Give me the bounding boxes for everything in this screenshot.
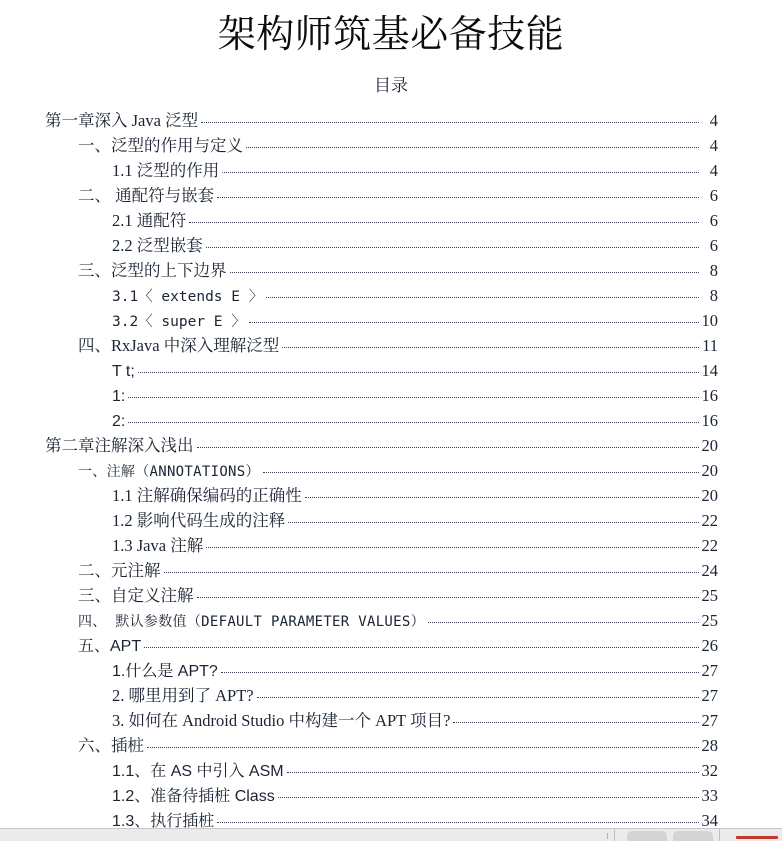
toc-entry-page-number: 10 (701, 311, 718, 330)
toc-entry-label: 三、泛型的上下边界 (78, 261, 227, 280)
toc-entry[interactable] (45, 458, 718, 483)
toc-leader-dots (138, 371, 699, 373)
toc-leader-dots (206, 246, 699, 248)
toc-leader-dots (206, 546, 699, 548)
toc-entry-page-number: 8 (709, 286, 718, 305)
toc-entry[interactable] (45, 358, 718, 383)
toc-leader-dots (217, 821, 699, 823)
toc-entry-page-number: 6 (709, 211, 718, 230)
toc-entry[interactable] (45, 583, 718, 608)
toc-entry-label: 四、RxJava 中深入理解泛型 (78, 336, 280, 355)
toc-leader-dots (217, 196, 699, 198)
toc-entry[interactable] (45, 683, 718, 708)
toc-entry-page-number: 6 (709, 186, 718, 205)
toc-entry[interactable] (45, 758, 718, 783)
toc-entry-label: 1.2、准备待插桩 Class (112, 788, 275, 805)
toc-entry-page-number: 25 (701, 586, 718, 605)
toc-entry-page-number: 6 (709, 236, 718, 255)
toc-entry-page-number: 16 (701, 411, 718, 430)
toc-entry-label: 第一章深入 Java 泛型 (45, 111, 199, 130)
toc-entry[interactable] (45, 633, 718, 658)
toc-entry-label: 3.1〈 extends E 〉 (112, 289, 264, 305)
toc-leader-dots (197, 446, 700, 448)
toc-entry-page-number: 34 (701, 811, 718, 828)
toc-entry-label: 1.1 泛型的作用 (112, 161, 220, 180)
toc-entry-page-number: 16 (701, 386, 718, 405)
toc-entry-label: 1.2 影响代码生成的注释 (112, 511, 286, 530)
toc-entry-label: 3. 如何在 Android Studio 中构建一个 APT 项目? (112, 711, 451, 730)
toc-entry-page-number: 14 (701, 361, 718, 380)
toc-entry[interactable] (45, 533, 718, 558)
toc-entry[interactable] (45, 408, 718, 433)
toc-leader-dots (246, 146, 699, 148)
toc-entry-page-number: 26 (701, 636, 718, 655)
toc-leader-dots (230, 271, 700, 273)
toc-heading: 目录 (374, 76, 408, 95)
toc-entry-page-number: 4 (709, 161, 718, 180)
toc-entry-page-number: 27 (701, 686, 718, 705)
toc-entry-page-number: 25 (701, 611, 718, 630)
toc-leader-dots (147, 746, 699, 748)
toc-entry-label: 1.什么是 APT? (112, 663, 218, 680)
toc-entry-label: T t; (112, 363, 135, 380)
toc-entry[interactable] (45, 258, 718, 283)
toc-entry-page-number: 27 (701, 711, 718, 730)
toc-entry[interactable] (45, 733, 718, 758)
toc-entry-label: 2.2 泛型嵌套 (112, 236, 203, 255)
toc-leader-dots (278, 796, 699, 798)
toc-entry-label: 2: (112, 413, 126, 430)
window-chrome-bar (0, 828, 782, 841)
toc-entry[interactable] (45, 333, 718, 358)
chrome-tab-left[interactable] (627, 831, 667, 841)
toc-leader-dots (249, 321, 699, 323)
toc-entry-label: 1: (112, 388, 126, 405)
toc-entry-page-number: 4 (709, 111, 718, 130)
toc-entry-page-number: 4 (709, 136, 718, 155)
toc-leader-dots (201, 121, 699, 123)
toc-entry[interactable] (45, 308, 718, 333)
toc-entry-label: 1.1、在 AS 中引入 ASM (112, 763, 284, 780)
chrome-accent-bar (736, 836, 778, 839)
chrome-tick-icon (607, 833, 608, 839)
toc-entry-label: 六、插桩 (78, 736, 144, 755)
toc-entry-label: 2.1 通配符 (112, 211, 187, 230)
toc-leader-dots (288, 521, 699, 523)
toc-leader-dots (189, 221, 699, 223)
toc-entry-page-number: 22 (701, 536, 718, 555)
toc-leader-dots (164, 571, 700, 573)
toc-leader-dots (144, 646, 699, 648)
toc-entry[interactable] (45, 658, 718, 683)
toc-entry-label: 第二章注解深入浅出 (45, 436, 194, 455)
toc-leader-dots (221, 671, 699, 673)
toc-entry-page-number: 20 (701, 486, 718, 505)
chrome-divider (719, 829, 720, 841)
toc-entry-page-number: 33 (701, 786, 718, 805)
toc-entry-label: 三、自定义注解 (78, 586, 194, 605)
toc-leader-dots (222, 171, 699, 173)
toc-entry[interactable] (45, 808, 718, 828)
toc-entry-page-number: 32 (701, 761, 718, 780)
toc-entry[interactable] (45, 183, 718, 208)
toc-entry-label: 四、 默认参数值（DEFAULT PARAMETER VALUES） (78, 614, 425, 630)
chrome-divider (614, 829, 615, 841)
toc-entry[interactable] (45, 208, 718, 233)
toc-entry-label: 3.2〈 super E 〉 (112, 314, 246, 330)
toc-leader-dots (305, 496, 699, 498)
toc-entry[interactable] (45, 233, 718, 258)
toc-entry-label: 一、注解（ANNOTATIONS） (78, 464, 260, 480)
toc-entry-label: 二、元注解 (78, 561, 161, 580)
toc-entry-page-number: 20 (701, 436, 718, 455)
toc-entry[interactable] (45, 108, 718, 133)
toc-entry-label: 1.1 注解确保编码的正确性 (112, 486, 302, 505)
toc-entry-label: 2. 哪里用到了 APT? (112, 686, 254, 705)
toc-entry[interactable] (45, 133, 718, 158)
toc-entry[interactable] (45, 508, 718, 533)
chrome-tab-right[interactable] (673, 831, 713, 841)
document-title: 架构师筑基必备技能 (217, 14, 565, 56)
toc-entry-label: 1.3 Java 注解 (112, 536, 204, 555)
toc-leader-dots (453, 721, 699, 723)
toc-leader-dots (263, 471, 699, 473)
toc-leader-dots (428, 621, 699, 623)
toc-leader-dots (128, 421, 699, 423)
table-of-contents (0, 97, 782, 828)
toc-entry-label: 二、 通配符与嵌套 (78, 186, 215, 205)
toc-entry[interactable] (45, 708, 718, 733)
toc-entry[interactable] (45, 383, 718, 408)
toc-entry-page-number: 20 (701, 461, 718, 480)
toc-leader-dots (197, 596, 700, 598)
toc-entry[interactable] (45, 283, 718, 308)
toc-leader-dots (128, 396, 699, 398)
toc-entry[interactable] (45, 558, 718, 583)
toc-entry-page-number: 28 (701, 736, 718, 755)
toc-entry-label: 一、泛型的作用与定义 (78, 136, 243, 155)
toc-leader-dots (257, 696, 699, 698)
toc-entry-label: 五、APT (78, 638, 142, 655)
toc-entry-page-number: 22 (701, 511, 718, 530)
toc-entry-page-number: 11 (702, 336, 718, 355)
toc-leader-dots (287, 771, 699, 773)
toc-entry[interactable] (45, 158, 718, 183)
toc-entry[interactable] (45, 783, 718, 808)
toc-entry-label: 1.3、执行插桩 (112, 813, 215, 828)
toc-leader-dots (266, 296, 699, 298)
toc-entry[interactable] (45, 433, 718, 458)
toc-entry[interactable] (45, 608, 718, 633)
toc-entry-page-number: 27 (701, 661, 718, 680)
toc-entry-page-number: 24 (701, 561, 718, 580)
toc-entry[interactable] (45, 483, 718, 508)
toc-leader-dots (282, 346, 699, 348)
toc-entry-page-number: 8 (709, 261, 718, 280)
